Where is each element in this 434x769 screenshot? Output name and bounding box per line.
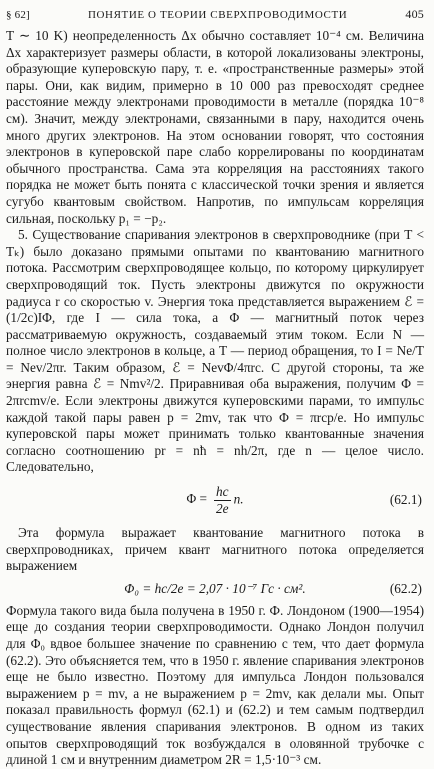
page-header xyxy=(6,6,424,22)
formula-62-2-label: (62.2) xyxy=(389,580,422,596)
formula-62-1-label: (62.1) xyxy=(389,491,422,507)
formula-62-1 xyxy=(6,480,424,520)
page-number: 405 xyxy=(405,7,424,21)
running-title: ПОНЯТИЕ О ТЕОРИИ СВЕРХПРОВОДИМОСТИ xyxy=(87,9,348,21)
paragraph-2: 5. Существование спаривания электронов в сверхпроводнике (при T < Tₖ) было доказано прямыми опытами по квантованию магнитного потока. Рассмотрим сверхпроводящее кольцо, по которому циркулирует сверхпроводящий ток. Пусть электроны движутся по окружности радиуса r со скоростью v. Энергия тока представляется выражением ℰ = (1/2c)IΦ, где I — сила тока, а Φ — магнитный поток через рассматриваемую окружность, создаваемый этим током. Если N — полное число электронов в кольце, а T — период обращения, то I = Ne/T = Nev/2πr. Таким образом, ℰ = NevΦ/4πrc. С другой стороны, та же энергия равна ℰ = Nmv²/2. Приравнивая оба выражения, получим Φ = 2πrcmv/e. Если электроны движутся куперовскими парами, то импульс каждой такой пары равен p = 2mv, так что Φ = πrcp/e. Но импульс куперовской пары может принимать только квантованные значения согласно соотношению pr = nħ = nh/2π, где n — целое число. Следовательно, xyxy=(6,227,424,475)
paragraph-3: Эта формула выражает квантование магнитного потока в сверхпроводниках, причем квант магнитного потока определяется выражением xyxy=(6,525,424,574)
formula-62-1-fraction xyxy=(214,484,231,517)
body-text xyxy=(6,28,424,769)
paragraph-4: Формула такого вида была получена в 1950 г. Ф. Лондоном (1900—1954) еще до создания теории сверхпроводимости. Однако Лондон получил для Φ₀ вдвое большее значение по сравнению с тем, что дает формула (62.2). Это объясняется тем, что в 1950 г. явление спаривания электронов еще не было известно. Поэтому для импульса Лондон пользовался выражением p = mv, а не выражением p = 2mv, как делали мы. Опыт показал правильность формул (62.1) и (62.2) и тем самым подтвердил существование явления спаривания электронов. В одном из таких опытов сверхпроводящий ток возбуждался в оловянной трубочке с длиной 1 см и внутренним диаметром 2R = 1,5·10⁻³ см. xyxy=(6,602,424,768)
formula-62-1-denominator: 2e xyxy=(216,500,229,516)
formula-62-1-lhs: Φ = xyxy=(186,491,207,507)
formula-62-1-numerator: hc xyxy=(216,483,229,499)
formula-62-1-body xyxy=(186,484,243,517)
formula-62-1-rhs: n. xyxy=(233,491,244,507)
formula-62-2-body: Φ₀ = hc/2e = 2,07 · 10⁻⁷ Гс · см². xyxy=(124,580,306,596)
formula-62-2 xyxy=(6,577,424,601)
section-marker: § 62] xyxy=(6,9,30,21)
paragraph-1: T ∼ 10 K) неопределенность Δx обычно составляет 10⁻⁴ см. Величина Δx характеризует размеры области, в которой локализованы электроны, образующие куперовскую пару, т. е. «пространственные размеры» этой пары. Они, как видим, примерно в 10 000 раз превосходят среднее расстояние между электронами проводимости в металле (порядка 10⁻⁸ см). Значит, между электронами, связанными в пару, находится очень много других электронов. На этом основании говорят, что состояния электронов в куперовской паре слабо коррелированы по координатам обычного пространства. Сама эта корреляция на расстояниях такого порядка не может быть понята с классической точки зрения и является сугубо квантовым свойством. Напротив, по импульсам корреляция сильная, поскольку p₁ = −p₂. xyxy=(6,28,424,226)
